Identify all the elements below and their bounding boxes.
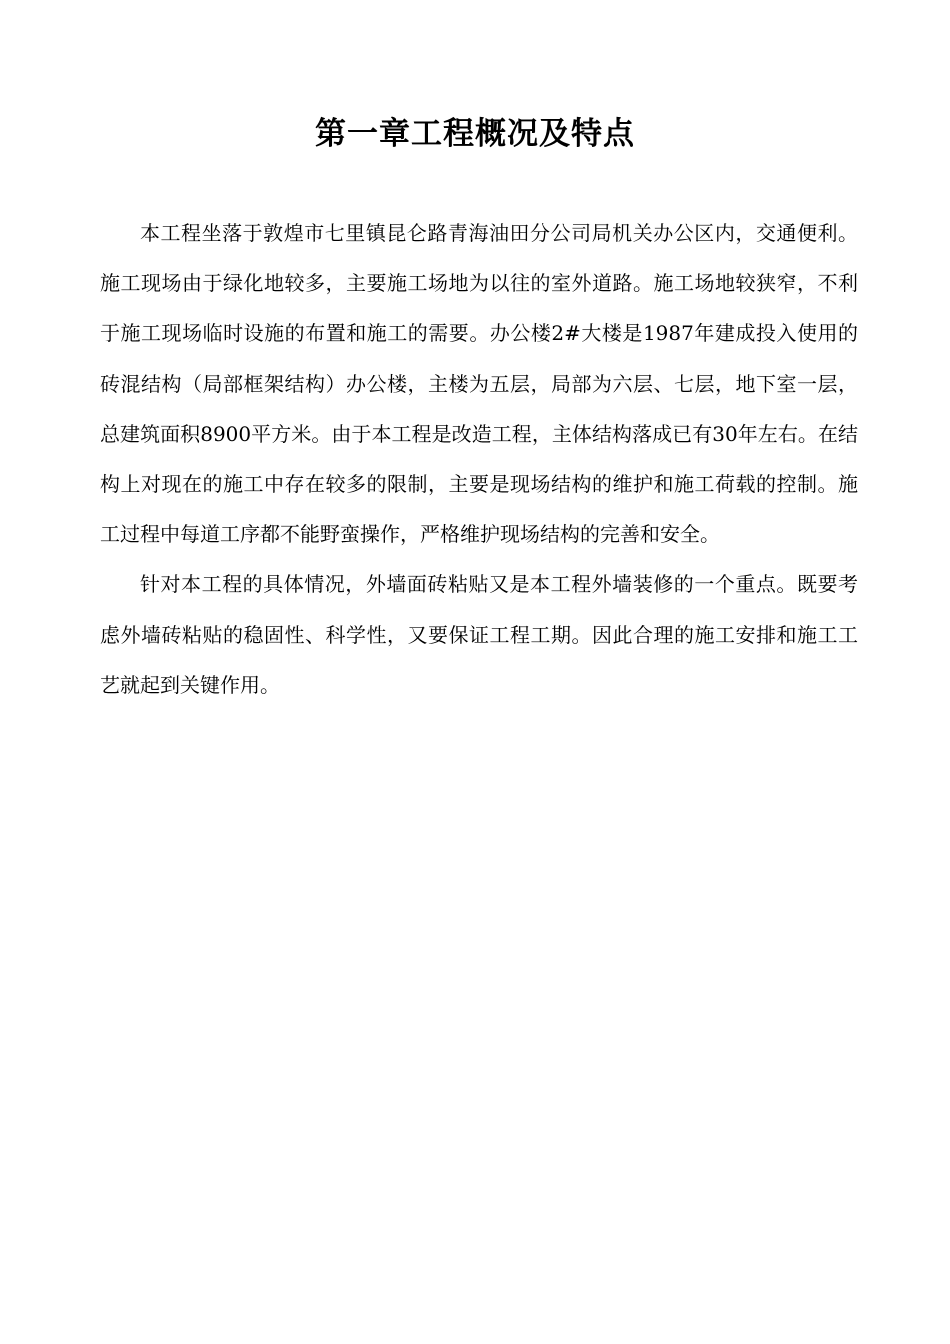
paragraph-project-overview: 本工程坐落于敦煌市七里镇昆仑路青海油田分公司局机关办公区内，交通便利。施工现场由于绿化地较多，主要施工场地为以往的室外道路。施工场地较狭窄，不利于施工现场临时设施的布置和施工的需要。办公楼2#大楼是1987年建成投入使用的砖混结构（局部框架结构）办公楼，主楼为五层，局部为六层、七层，地下室一层，总建筑面积8900平方米。由于本工程是改造工程，主体结构落成已有30年左右。在结构上对现在的施工中存在较多的限制，主要是现场结构的维护和施工荷载的控制。施工过程中每道工序都不能野蛮操作，严格维护现场结构的完善和安全。 <box>100 221 858 547</box>
paragraph-facade-tiling-focus: 针对本工程的具体情况，外墙面砖粘贴又是本工程外墙装修的一个重点。既要考虑外墙砖粘贴的稳固性、科学性，又要保证工程工期。因此合理的施工安排和施工工艺就起到关键作用。 <box>100 572 858 697</box>
chapter-title: 第一章工程概况及特点 <box>315 116 635 152</box>
document-body <box>100 208 858 710</box>
